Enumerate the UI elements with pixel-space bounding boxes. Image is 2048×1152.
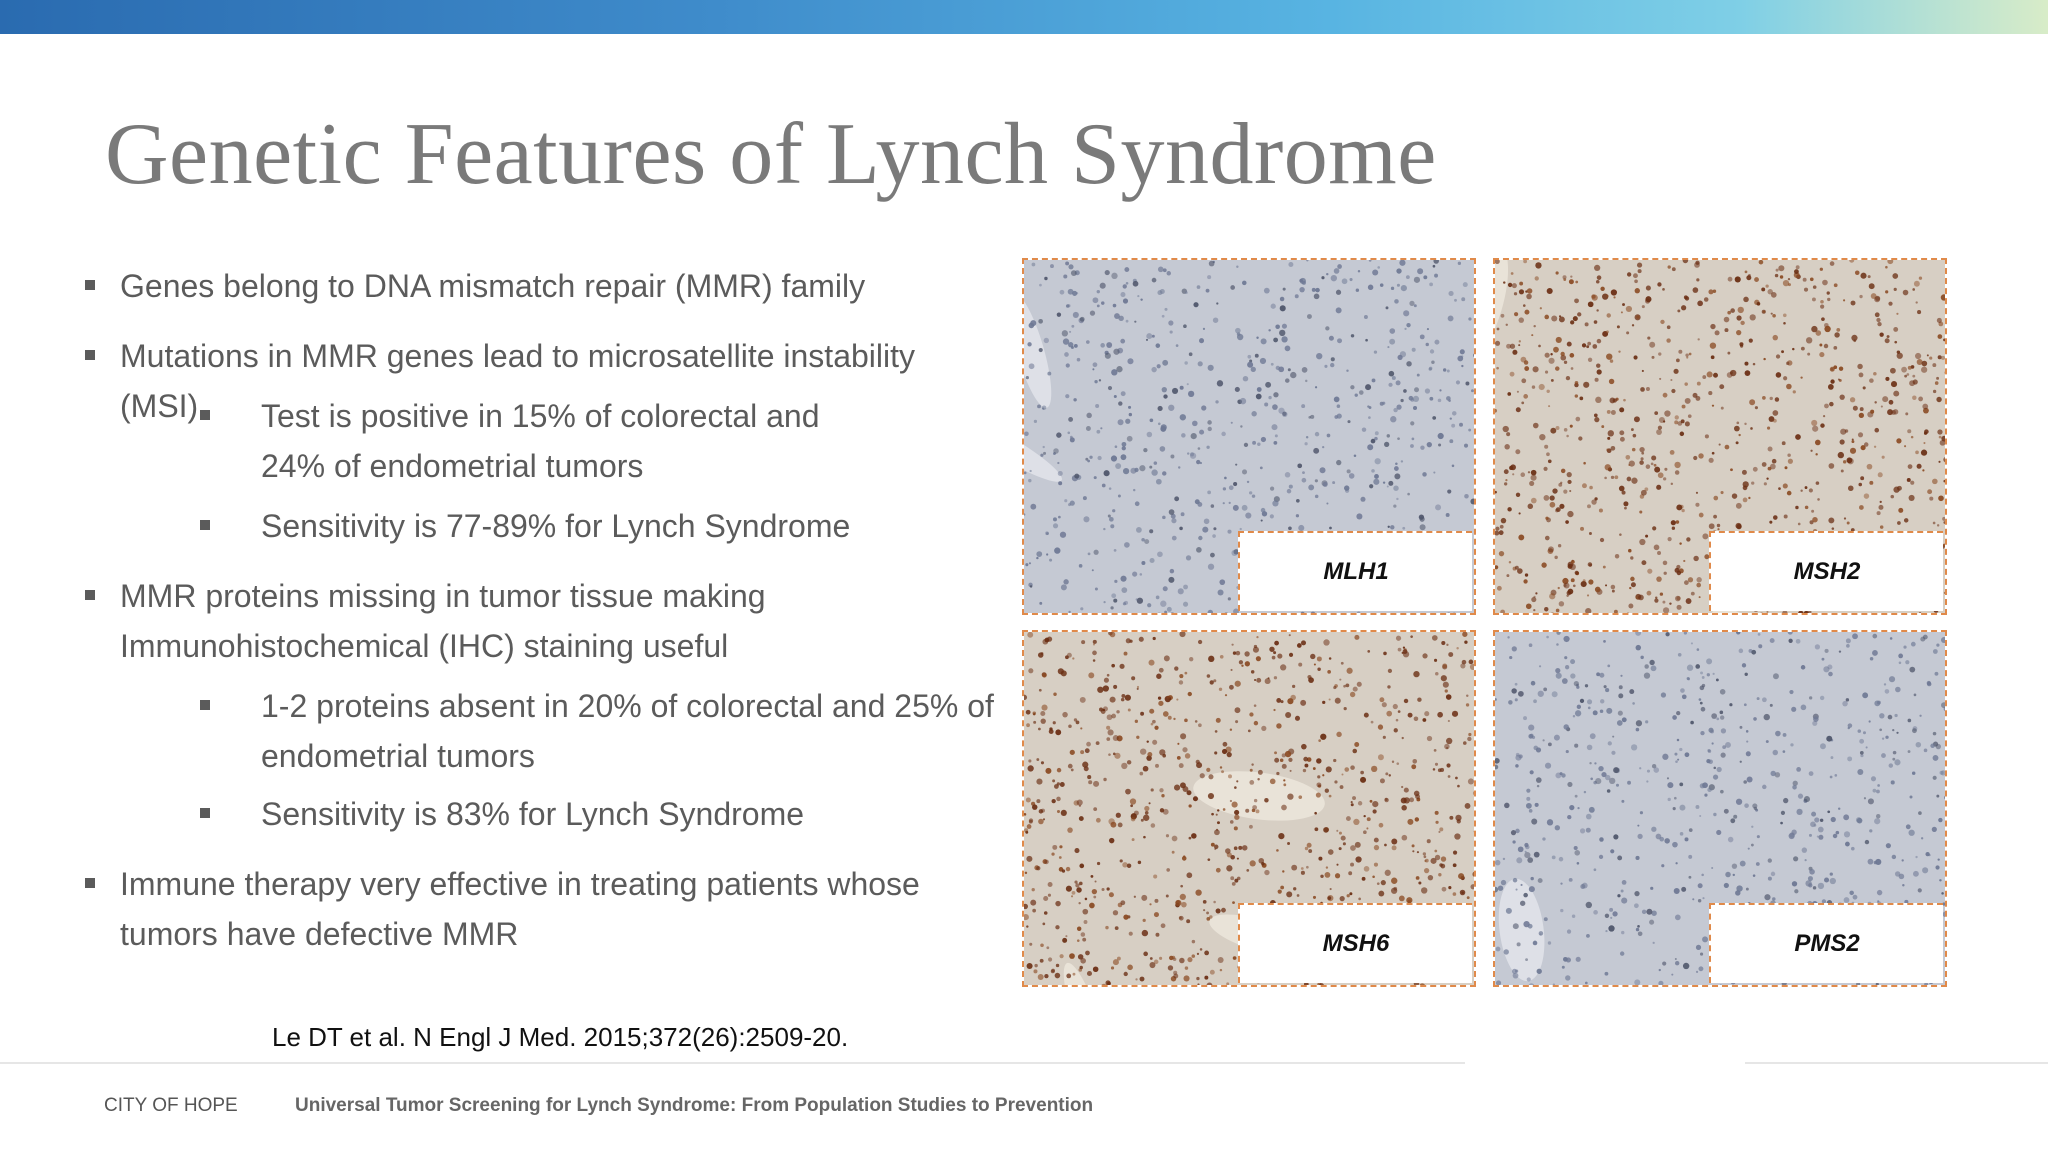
image-label: MSH2 — [1709, 531, 1943, 611]
footer-organization: CITY OF HOPE — [104, 1095, 238, 1116]
ihc-image-msh2 — [1493, 258, 1947, 615]
footer-divider — [0, 1062, 1465, 1064]
sub-bullet-marker — [200, 520, 210, 530]
ihc-image-mlh1 — [1022, 258, 1476, 615]
slide-title: Genetic Features of Lynch Syndrome — [105, 106, 1437, 203]
bullet-line: Immune therapy very effective in treating patients whose — [120, 866, 920, 902]
bullet-marker — [85, 350, 95, 360]
sub-bullet-line: 24% of endometrial tumors — [261, 448, 644, 484]
sub-bullet-line: 1-2 proteins absent in 20% of colorectal and 25% of — [261, 688, 994, 724]
ihc-image-msh6 — [1022, 630, 1476, 987]
ihc-image-pms2 — [1493, 630, 1947, 987]
sub-bullet-marker — [200, 808, 210, 818]
image-label: MLH1 — [1238, 531, 1472, 611]
sub-bullet-marker — [200, 410, 210, 420]
bullet-item: Genes belong to DNA mismatch repair (MMR) family — [120, 268, 866, 304]
bullet-line: Immunohistochemical (IHC) staining useful — [120, 628, 729, 664]
bullet-marker — [85, 280, 95, 290]
image-label: MSH6 — [1238, 903, 1472, 983]
footer-presentation-title: Universal Tumor Screening for Lynch Syndrome: From Population Studies to Prevention — [295, 1095, 1094, 1116]
citation: Le DT et al. N Engl J Med. 2015;372(26):2509-20. — [272, 1022, 849, 1052]
bullet-item: Mutations in MMR genes lead to microsatellite instability (MSI) — [120, 338, 915, 424]
bullet-marker — [85, 878, 95, 888]
bullet-list — [0, 0, 1010, 1000]
bullet-marker — [85, 590, 95, 600]
bullet-line: tumors have defective MMR — [120, 916, 519, 952]
sub-bullet-line: endometrial tumors — [261, 738, 535, 774]
sub-bullet-line: Test is positive in 15% of colorectal and — [261, 398, 820, 434]
image-label: PMS2 — [1709, 903, 1943, 983]
sub-bullet-item: Sensitivity is 77-89% for Lynch Syndrome — [261, 508, 851, 544]
sub-bullet-marker — [200, 700, 210, 710]
sub-bullet-item: Sensitivity is 83% for Lynch Syndrome — [261, 796, 805, 832]
footer-divider — [1745, 1062, 2048, 1064]
bullet-line: MMR proteins missing in tumor tissue making — [120, 578, 766, 614]
